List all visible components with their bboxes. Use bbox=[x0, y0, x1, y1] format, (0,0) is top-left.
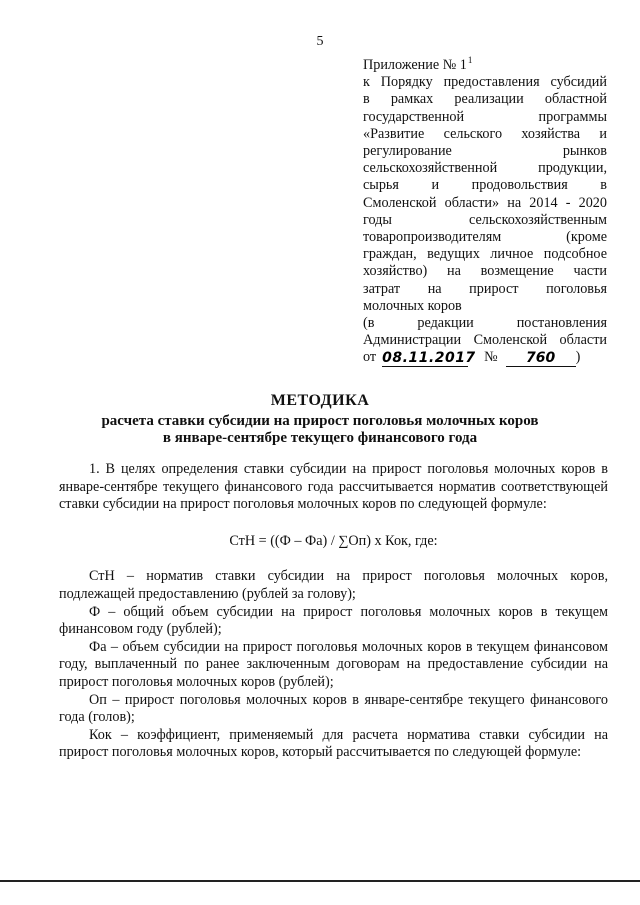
page-bottom-rule bbox=[0, 880, 640, 882]
appendix-line: хозяйство) на возмещение части bbox=[363, 263, 607, 280]
appendix-line: в рамках реализации областной bbox=[363, 91, 607, 108]
formula: СтН = ((Ф – Фа) / ∑Оп) х Кок, где: bbox=[229, 532, 438, 549]
methodology-body bbox=[59, 461, 608, 762]
appendix-line: регулирование рынков bbox=[363, 143, 607, 160]
paragraph: СтН – норматив ставки субсидии на прирост поголовья молочных коров, подлежащей предоставлению (рублей за голову); bbox=[59, 568, 608, 602]
closing-bracket: ) bbox=[575, 349, 581, 366]
appendix-line: годы сельскохозяйственным bbox=[363, 211, 607, 228]
methodology-heading bbox=[0, 392, 640, 447]
number-prefix: № bbox=[484, 349, 498, 366]
heading-subtitle-2: в январе-сентябре текущего финансового года bbox=[162, 430, 478, 446]
heading-title: МЕТОДИКА bbox=[270, 392, 370, 409]
paragraph: Оп – прирост поголовья молочных коров в январе-сентябре текущего финансового года (голов); bbox=[59, 691, 608, 726]
date-number-row bbox=[363, 349, 607, 366]
appendix-line: затрат на прирост поголовья bbox=[363, 280, 607, 297]
paragraph: Кок – коэффициент, применяемый для расчета норматива ставки субсидии на прирост поголовья молочных коров, который рассчитывается по следующей формуле: bbox=[59, 726, 608, 761]
appendix-line: сельскохозяйственной продукции, bbox=[363, 160, 607, 177]
appendix-line: товаропроизводителям (кроме bbox=[363, 229, 607, 246]
appendix-block bbox=[363, 52, 607, 367]
appendix-line: молочных коров bbox=[363, 297, 462, 314]
paragraph: 1. В целях определения ставки субсидии на прирост поголовья молочных коров в январе-сентябре текущего финансового года рассчитывается норматив соответствующей ставки субсидии на прирост поголовья молочных коров по следующей формуле: bbox=[59, 461, 608, 513]
handwritten-date: 08.11.2017 bbox=[382, 349, 476, 366]
appendix-title-text: Приложение № 1 bbox=[363, 57, 467, 73]
appendix-line: сырья и продовольствия в bbox=[363, 177, 607, 194]
appendix-title-sup: 1 bbox=[467, 55, 473, 65]
handwritten-number: 760 bbox=[506, 351, 576, 367]
appendix-line: «Развитие сельского хозяйства и bbox=[363, 125, 607, 142]
paragraph: Фа – объем субсидии на прирост поголовья молочных коров в текущем финансовом году, выплаченный по ранее заключенным договорам на предоставление субсидии на прирост поголовья молочных коров (рублей); bbox=[59, 638, 608, 690]
appendix-line: (в редакции постановления bbox=[363, 315, 607, 332]
appendix-line: граждан, ведущих личное подсобное bbox=[363, 246, 607, 263]
date-prefix: от bbox=[363, 349, 377, 366]
appendix-line: Смоленской области» на 2014 - 2020 bbox=[363, 194, 607, 211]
appendix-title bbox=[363, 52, 607, 74]
paragraph: Ф – общий объем субсидии на прирост поголовья молочных коров в текущем финансовом году (рублей); bbox=[59, 603, 608, 638]
page-number: 5 bbox=[316, 34, 324, 49]
heading-subtitle-1: расчета ставки субсидии на прирост поголовья молочных коров bbox=[101, 413, 539, 429]
appendix-line: Администрации Смоленской области bbox=[363, 332, 607, 349]
appendix-line: государственной программы bbox=[363, 108, 607, 125]
appendix-line: к Порядку предоставления субсидий bbox=[363, 74, 607, 91]
